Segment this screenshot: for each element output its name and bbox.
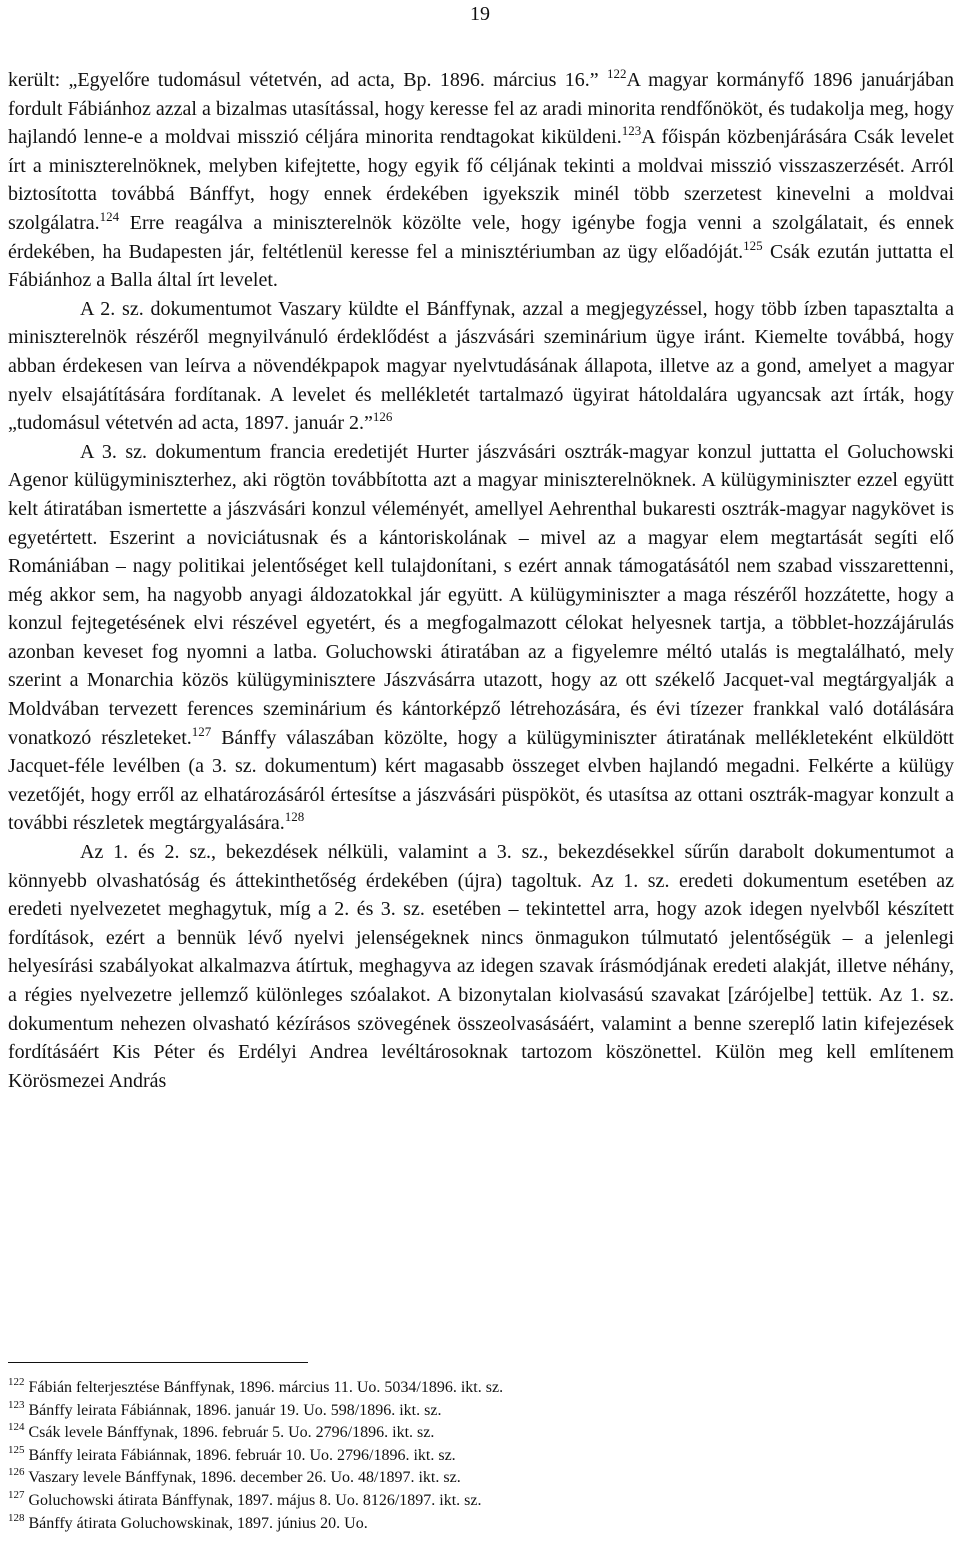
footnote-text: Vaszary levele Bánffynak, 1896. december 26. Uo. 48/1897. ikt. sz. — [24, 1469, 461, 1487]
footnote-text: Fábián felterjesztése Bánffynak, 1896. március 11. Uo. 5034/1896. ikt. sz. — [24, 1379, 504, 1396]
footnote-text: Goluchowski átirata Bánffynak, 1897. május 8. Uo. 8126/1897. ikt. sz. — [24, 1491, 482, 1509]
footnotes — [8, 1377, 954, 1535]
body-text — [8, 66, 954, 1095]
paragraph-text: A 3. sz. dokumentum francia eredetijét Hurter jászvásári osztrák-magyar konzul juttatta el Goluchowski Agenor külügyminiszterhez, aki rögtön továbbította azt a magyar miniszterelnöknek. A külügyminiszter ezzel együtt kelt átiratában ismertette a jászvásári konzul véleményét, amellyel Aehrenthal bukaresti osztrák-magyar nagykövet is egyetértett. Eszerint a noviciátusnak és a kántoriskolának – mivel az a magyar elem megtartását segíti elő Romániában – nagy politikai jelentőséget kell tulajdonítani, s ezért annak támogatásától nem szabad visszarettenni, még akkor sem, ha nagyobb anyagi áldozatokkal jár együtt. A külügyminiszter a maga részéről hozzátette, hogy a konzul fejtegetésének elvi részével egyetért, és a megfogalmazott célokat helyesnek tartja, a többlet-hozzájárulás azonban keveset fog nyomni a latba. Goluchowski átiratában az a figyelemre méltó utalás is megtalálható, mely szerint a Monarchia közös külügyminisztere Jászvásárra utazott, hogy az ott székelő Jacquet-val megtárgyalják a Moldvában tervezett ferences szeminárium és kántorképző létrehozására, és évi tízezer frankkal való dotálására vonatkozó részleteket. — [8, 440, 954, 749]
footnote-separator — [8, 1362, 308, 1363]
footnote — [8, 1377, 954, 1400]
footnote-text: Bánffy átirata Goluchowskinak, 1897. június 20. Uo. — [24, 1514, 368, 1532]
paragraph-text: A magyar kormányfő 1896 januárjában fordult Fábiánhoz azzal a bizalmas utasítással, hogy keresse fel az aradi minorita rendfőnököt, és tudakolja meg, hogy hajlandó lenne-e a moldvai misszió céljára minorita rendtagokat kiküldeni. — [8, 69, 954, 149]
footnote-number: 123 — [8, 1398, 25, 1411]
footnote-number: 127 — [8, 1488, 25, 1501]
paragraph-text: Erre reagálva a miniszterelnök közölte vele, hogy igénybe fogja venni a szolgálatait, és ennek érdekében, ha Budapesten jár, feltétlenül keresse fel a minisztériumban az ügy előadóját. — [8, 211, 954, 263]
paragraph-text: A 2. sz. dokumentumot Vaszary küldte el Bánffynak, azzal a megjegyzéssel, hogy több ízben tapasztalta a miniszterelnök részéről megnyilvánuló érdeklődést a jászvásári szeminárium ügye iránt. Kiemelte továbbá, hogy abban érdekesen van leírva a növendékpapok magyar nyelvtudásának állapota, illetve az a gond, amelyet a magyar nyelv elsajátítására fordítanak. A levelet és mellékletét tartalmazó ügyirat hátoldalára ugyancsak azt írták, hogy „tudomásul vétetvén ad acta, 1897. január 2.” — [8, 297, 954, 435]
footnote-reference[interactable]: 127 — [191, 723, 212, 739]
paragraph — [8, 295, 954, 438]
footnote — [8, 1513, 954, 1536]
footnote-text: Bánffy leirata Fábiánnak, 1896. január 19. Uo. 598/1896. ikt. sz. — [24, 1401, 442, 1419]
footnote-text: Csák levele Bánffynak, 1896. február 5. Uo. 2796/1896. ikt. sz. — [24, 1424, 435, 1442]
paragraph — [8, 438, 954, 838]
paragraph-text: került: „Egyelőre tudomásul vétetvén, ad acta, Bp. 1896. március 16.” — [8, 69, 607, 91]
footnote-reference[interactable]: 123 — [621, 123, 642, 139]
footnote-number: 122 — [8, 1376, 25, 1388]
paragraph — [8, 66, 954, 295]
footnote — [8, 1467, 954, 1490]
footnote-reference[interactable]: 126 — [372, 409, 393, 425]
footnote-reference[interactable]: 124 — [99, 208, 120, 224]
footnote-text: Bánffy leirata Fábiánnak, 1896. február 10. Uo. 2796/1896. ikt. sz. — [24, 1446, 456, 1464]
footnote-reference[interactable]: 128 — [284, 809, 305, 825]
footnote-number: 126 — [8, 1466, 25, 1479]
paragraph-text: A főispán közbenjárására Csák levelet írt a miniszterelnöknek, melyben kifejtette, hogy egyik fő céljának tekinti a moldvai misszió visszaszerzését. Arról biztosította továbbá Bánffyt, hogy ennek érdekében igyekszik minél több szerzetest kinevelni a moldvai szolgálatra. — [8, 126, 954, 234]
footnote — [8, 1422, 954, 1445]
paragraph-text: Csák ezután juttatta el Fábiánhoz a Balla által írt levelet. — [8, 240, 954, 292]
footnote — [8, 1490, 954, 1513]
footnote — [8, 1400, 954, 1423]
footnote-reference[interactable]: 122 — [606, 66, 627, 81]
footnote-number: 124 — [8, 1421, 25, 1434]
footnote-number: 125 — [8, 1443, 25, 1456]
footnote-reference[interactable]: 125 — [743, 237, 763, 253]
paragraph-text: Az 1. és 2. sz., bekezdések nélküli, valamint a 3. sz., bekezdésekkel sűrűn darabolt dokumentumot a könnyebb olvashatóság és áttekinthetőség érdekében (újra) tagoltuk. Az 1. sz. eredeti dokumentum esetében az eredeti nyelvezetet meghagytuk, míg a 2. és 3. sz. esetében – tekintettel arra, hogy azok idegen nyelvből készített fordítások, ezért a bennük lévő nyelvi jelenségeknek nincs önmagukon túlmutató jelentőségük – a jelenlegi helyesírási szabályokat alkalmazva átírtuk, meghagyva az idegen szavak írásmódjának eredeti alakját, illetve néhány, a régies nyelvezetre jellemző különleges szóalakot. A bizonytalan kiolvasású szavakat [zárójelbe] tettük. Az 1. sz. dokumentum nehezen olvasható kézírásos szövegének összeolvasásáért, valamint a benne szereplő latin kifejezések fordításáért Kis Péter és Erdélyi Andrea levéltárosoknak tartozom köszönettel. Külön meg kell említenem Körösmezei András — [8, 841, 954, 1092]
footnote-number: 128 — [8, 1511, 25, 1524]
paragraph — [8, 838, 954, 1095]
paragraph-text: Bánffy válaszában közölte, hogy a külügyminiszter átiratának mellékleteként elküldött Jacquet-féle levélben (a 3. sz. dokumentum) kért magasabb összeget elvben hajlandó megadni. Felkérte a külügy vezetőjét, hogy erről az elhatározásáról értesítse a jászvásári püspököt, és utasítsa az ottani osztrák-magyar konzult a további részletek megtárgyalására. — [8, 726, 954, 835]
page-number: 19 — [470, 3, 490, 25]
footnote — [8, 1445, 954, 1468]
